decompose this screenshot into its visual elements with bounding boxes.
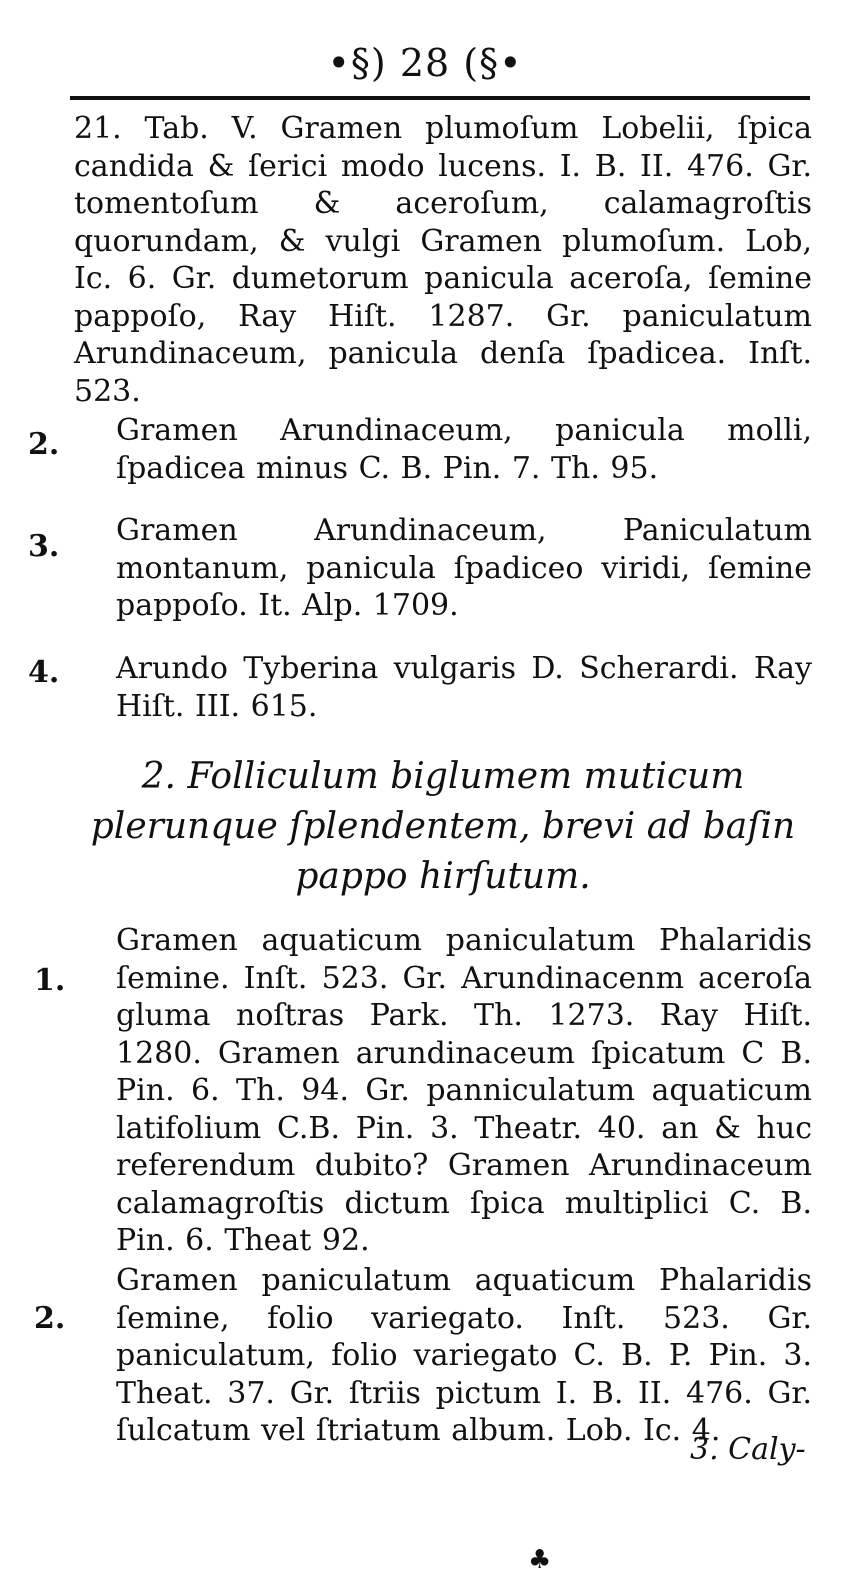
entry-number: 3.	[28, 529, 60, 564]
entry-3: Gramen Arundinaceum, Paniculatum montanum, panicula ſpadiceo viridi, ſemine pappoſo. It. Alp. 1709.	[116, 513, 812, 623]
entry2-2: Gramen paniculatum aquaticum Phalaridis ſemine, folio variegato. Inſt. 523. Gr. paniculatum, folio variegato C. B. P. Pin. 3. Theat. 37. Gr. ſtriis pictum I. B. II. 476. Gr. ſulcatum vel ſtriatum album. Lob. Ic. 4.	[116, 1263, 812, 1448]
entry-number: 1.	[34, 963, 66, 998]
entry2-1: Gramen aquaticum paniculatum Phalaridis ſemine. Inſt. 523. Gr. Arundinacenm aceroſa gluma noſtras Park. Th. 1273. Ray Hiſt. 1280. Gramen arundinaceum ſpicatum C B. Pin. 6. Th. 94. Gr. panniculatum aquaticum latifolium C.B. Pin. 3. Theatr. 40. an & huc referendum dubito? Gramen Arundinaceum calamagroſtis dictum ſpica multiplici C. B. Pin. 6. Theat 92.	[116, 923, 812, 1258]
entry-number: 2.	[28, 427, 60, 462]
entry-number: 2.	[34, 1301, 66, 1336]
footer-ornament: ♣	[528, 1545, 552, 1575]
section-heading: 2. Folliculum biglumem muticum plerunque ſplendentem, brevi ad baſin pappo hirſutum.	[90, 756, 796, 897]
entry-2: Gramen Arundinaceum, panicula molli, ſpadicea minus C. B. Pin. 7. Th. 95.	[116, 413, 812, 486]
entry-4: Arundo Tyberina vulgaris D. Scherardi. Ray Hiſt. III. 615.	[116, 651, 812, 724]
page-header: •§) 28 (§•	[327, 41, 523, 85]
header-rule	[70, 96, 810, 100]
entry-number: 4.	[28, 655, 60, 690]
catchword: 3. Caly-	[690, 1432, 806, 1467]
entry-21: 21. Tab. V. Gramen plumoſum Lobelii, ſpica candida & ſerici modo lucens. I. B. II. 476. Gr. tomentoſum & aceroſum, calamagroſtis quorundam, & vulgi Gramen plumoſum. Lob, Ic. 6. Gr. dumetorum panicula aceroſa, ſemine pappoſo, Ray Hiſt. 1287. Gr. paniculatum Arundinaceum, panicula denſa ſpadicea. Inſt. 523.	[74, 111, 812, 409]
